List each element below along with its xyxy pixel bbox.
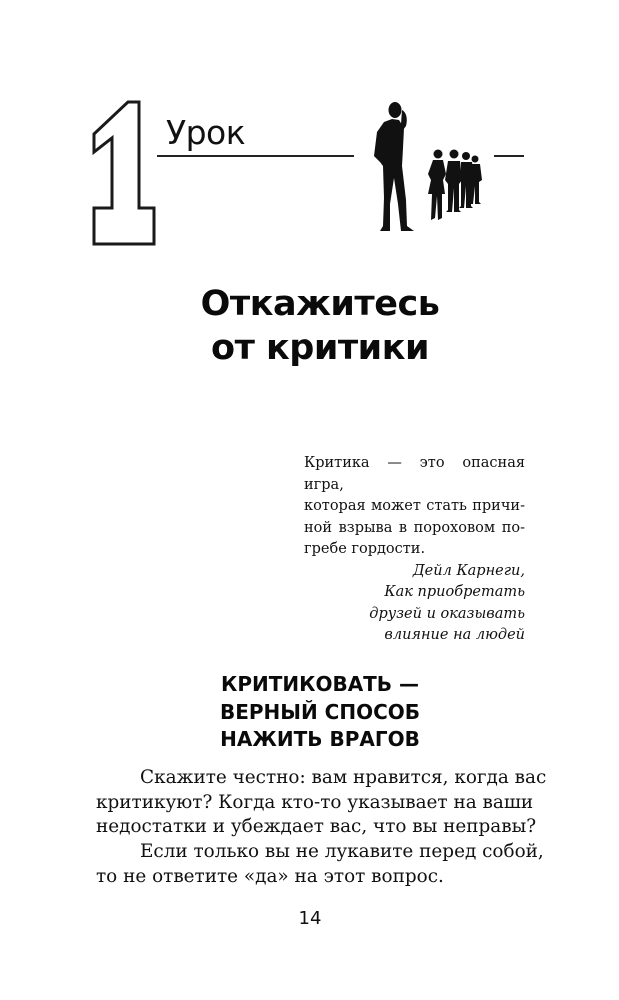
- paragraph-line: Если только вы не лукавите перед собой,: [140, 841, 544, 863]
- epigraph: [304, 453, 525, 647]
- epigraph-line: Критика — это опасная игра,: [304, 455, 525, 493]
- paragraph-line: недостатки и убеждает вас, что вы неправы?: [96, 816, 537, 838]
- body-text: [96, 766, 547, 890]
- paragraph-line: критикуют? Когда кто-то указывает на ваши: [96, 791, 534, 813]
- business-people-silhouettes-icon: [366, 100, 484, 236]
- epigraph-attribution: [304, 561, 525, 647]
- lesson-number: [88, 98, 158, 248]
- lesson-label: Урок: [166, 113, 246, 152]
- header-rule-left: [157, 155, 354, 157]
- page-number: 14: [298, 908, 322, 929]
- epigraph-quote: [304, 453, 525, 561]
- chapter-title-line: от критики: [211, 328, 429, 368]
- section-heading-line: ВЕРНЫЙ СПОСОБ: [219, 699, 421, 724]
- attribution-line: влияние на людей: [384, 627, 525, 643]
- chapter-title-line: Откажитесь: [200, 284, 440, 324]
- epigraph-line: которая может стать причи-: [304, 498, 525, 514]
- chapter-title: [110, 282, 530, 370]
- paragraph-line: то не ответите «да» на этот вопрос.: [96, 865, 444, 887]
- epigraph-line: гребе гордости.: [304, 541, 426, 557]
- section-heading-line: НАЖИТЬ ВРАГОВ: [220, 727, 420, 751]
- section-heading-line: КРИТИКОВАТЬ —: [220, 672, 420, 696]
- paragraph-line: Скажите честно: вам нравится, когда вас: [140, 767, 547, 788]
- paragraph: [96, 840, 544, 889]
- paragraph: [96, 766, 547, 840]
- epigraph-line: ной взрыва в пороховом по-: [304, 519, 525, 536]
- attribution-line: Как приобретать: [384, 584, 525, 600]
- attribution-line: друзей и оказывать: [369, 605, 525, 622]
- attribution-line: Дейл Карнеги,: [412, 562, 525, 579]
- section-heading: [150, 671, 490, 754]
- header-rule-right: [494, 155, 524, 157]
